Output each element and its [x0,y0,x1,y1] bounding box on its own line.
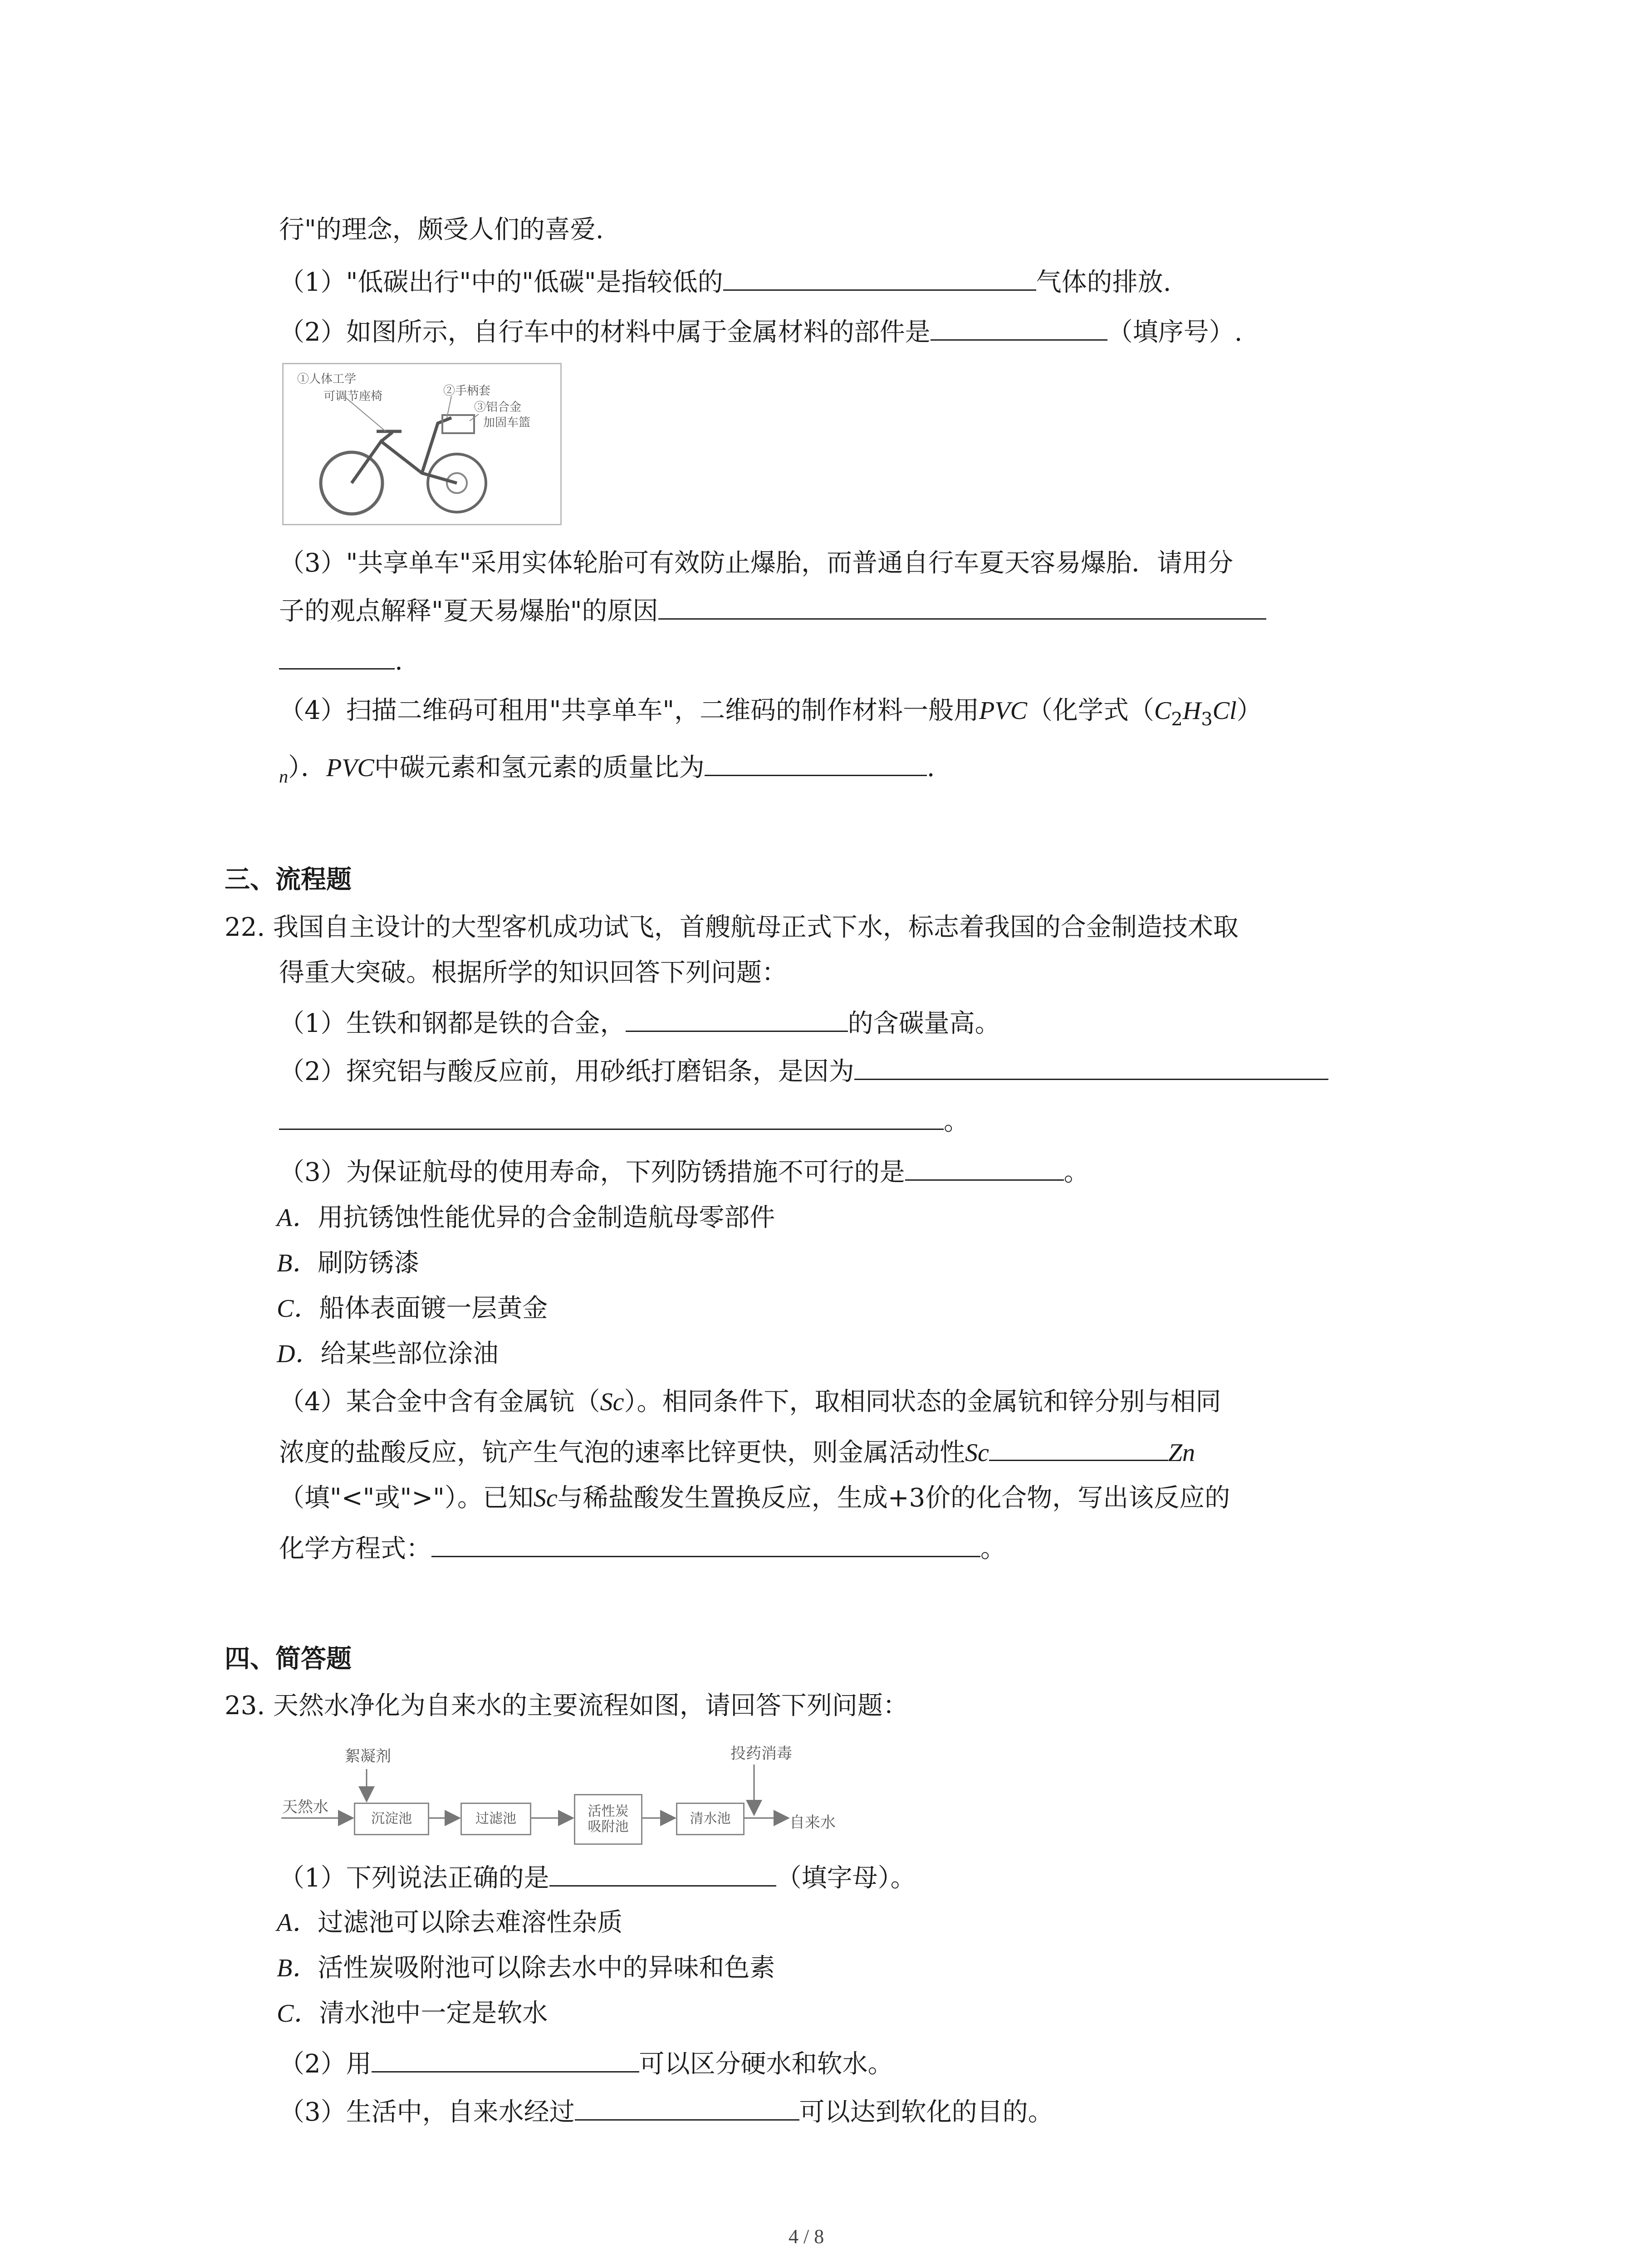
q23-part1-text-b: （填字母）。 [776,1863,916,1893]
q22-part3 [279,1152,1089,1190]
pvc-term-2: PVC [326,754,374,782]
q23-option-a-letter: A． [277,1909,318,1937]
q22-part4-line3 [279,1481,1230,1516]
q21-line0: 行"的理念，颇受人们的喜爱. [279,215,604,244]
formula-h: H [1182,697,1201,725]
q21-part2-text-b: （填序号）. [1107,318,1243,347]
q22-part4-text-c: 浓度的盐酸反应，钪产生气泡的速率比锌更快，则金属活动性 [279,1438,965,1467]
formula-c-sub: 2 [1171,709,1183,730]
q22-part1-blank[interactable] [626,1003,848,1032]
bicycle-label-grip: ②手柄套 [443,384,491,398]
q22-option-d-text: 给某些部位涂油 [320,1339,499,1369]
bicycle-label-basket: ③铝合金 [474,401,522,414]
pvc-term: PVC [979,697,1027,725]
q23-option-a-text: 过滤池可以除去难溶性杂质 [318,1908,623,1937]
q22-option-d[interactable] [277,1336,498,1372]
q21-part4-line2 [279,748,935,794]
q21-part2-text-a: （2）如图所示，自行车中的材料中属于金属材料的部件是 [279,318,931,347]
flow-coagulant-label: 絮凝剂 [345,1747,391,1765]
formula-c: C [1154,697,1171,725]
bicycle-label-basket-b: 加固车篮 [483,416,531,430]
q21-part4-text-b: （化学式（ [1027,696,1154,725]
q21-part4-end: . [926,753,935,782]
bicycle-label-seat: ①人体工学 [297,372,357,386]
q21-part3-line2 [279,591,1266,629]
q23-part2-text-a: （2）用 [279,2049,372,2079]
q21-part3-blank-cont[interactable] [279,641,395,670]
flow-box-clear-water: 清水池 [676,1803,745,1835]
flow-box-sedimentation: 沉淀池 [354,1803,429,1835]
bicycle-label-seat-b: 可调节座椅 [323,390,383,403]
q21-part1-text-a: （1）"低碳出行"中的"低碳"是指较低的 [279,268,723,297]
flow-box-filtration: 过滤池 [460,1803,531,1835]
q22-intro1: 我国自主设计的大型客机成功试飞，首艘航母正式下水，标志着我国的合金制造技术取 [273,913,1239,942]
q21-part4-blank[interactable] [705,748,927,776]
q23-number: 23. [225,1691,265,1721]
flow-box-carbon-line1: 活性炭 [588,1804,629,1819]
page-number: 4 / 8 [789,2225,824,2248]
q23-intro [225,1688,908,1724]
q21-part4-text-d: ）． [288,753,326,782]
q23-option-c[interactable] [277,1996,548,2031]
q22-option-a-text: 用抗锈蚀性能优异的合金制造航母零部件 [318,1203,775,1232]
q22-part4-line2 [279,1432,1195,1471]
q23-option-b-letter: B． [277,1954,318,1982]
q22-part2-line1 [279,1051,1328,1090]
q22-part4-text-e: 与稀盐酸发生置换反应，生成+3价的化合物，写出该反应的 [557,1483,1230,1513]
q22-part2-end: 。 [944,1107,969,1136]
q23-part2-text-b: 可以区分硬水和软水。 [639,2049,893,2079]
q21-part1 [279,262,1171,300]
q22-part4-line1 [279,1384,1221,1420]
q21-part3-line3 [279,641,403,679]
q22-part2-blank[interactable] [854,1051,1328,1080]
q21-part3-line1: （3）"共享单车"采用实体轮胎可有效防止爆胎，而普通自行车夏天容易爆胎．请用分 [279,548,1234,578]
formula-cl: Cl [1212,697,1237,725]
q22-option-a[interactable] [277,1200,775,1236]
q23-intro-text: 天然水净化为自来水的主要流程如图，请回答下列问题： [273,1691,908,1721]
q23-part1 [279,1858,916,1896]
q22-option-b-letter: B． [277,1249,318,1277]
q21-part4-text-a: （4）扫描二维码可租用"共享单车"，二维码的制作材料一般用 [279,696,980,725]
q23-option-b[interactable] [277,1950,775,1986]
q22-part2-blank-cont[interactable] [279,1101,944,1130]
q22-part4-line4 [279,1529,1006,1567]
q23-option-c-text: 清水池中一定是软水 [319,1999,548,2028]
q21-part3-end: . [395,646,403,676]
q22-part4-text-f: 化学方程式： [279,1534,431,1564]
q22-part1-text-a: （1）生铁和钢都是铁的合金， [279,1009,626,1038]
q22-option-d-letter: D． [277,1340,321,1368]
bicycle-figure [282,363,562,525]
q23-part3-text-b: 可以达到软化的目的。 [799,2097,1053,2127]
sc-symbol-3: Sc [533,1484,558,1512]
q23-part3-text-a: （3）生活中，自来水经过 [279,2097,575,2127]
q22-option-c[interactable] [277,1291,548,1326]
q22-option-c-letter: C． [277,1295,319,1323]
q21-part4-line1 [279,693,1262,737]
q23-option-b-text: 活性炭吸附池可以除去水中的异味和色素 [318,1953,775,1983]
q22-intro-line2: 得重大突破。根据所学的知识回答下列问题： [279,958,787,987]
q23-part3-blank[interactable] [575,2092,799,2121]
q21-part4-text-e: 中碳元素和氢元素的质量比为 [374,753,705,782]
q22-option-a-letter: A． [277,1204,318,1232]
sc-symbol-2: Sc [965,1439,989,1467]
q21-part2-blank[interactable] [931,312,1107,341]
q22-option-c-text: 船体表面镀一层黄金 [319,1294,548,1323]
q23-part2 [279,2044,893,2082]
q22-part2-text-a: （2）探究铝与酸反应前，用砂纸打磨铝条，是因为 [279,1057,854,1086]
q22-number: 22. [225,913,265,942]
q21-part3-text-b: 子的观点解释"夏天易爆胎"的原因 [279,596,658,626]
q22-part3-blank[interactable] [905,1152,1064,1181]
q23-part1-blank[interactable] [549,1858,776,1887]
q22-part1 [279,1003,1000,1041]
q22-part4-blank1[interactable] [989,1432,1168,1461]
q22-intro-line1 [225,910,1239,945]
q22-part3-end: 。 [1063,1158,1089,1187]
flow-output-label: 自来水 [789,1813,836,1832]
q22-part2-line2 [279,1101,969,1139]
flow-disinfect-label: 投药消毒 [730,1745,792,1763]
q23-part1-text-a: （1）下列说法正确的是 [279,1863,549,1893]
q23-part3 [279,2092,1053,2130]
q22-option-b[interactable] [277,1246,419,1281]
q22-part4-text-a: （4）某合金中含有金属钪（ [279,1387,600,1417]
zn-symbol: Zn [1168,1439,1195,1467]
q22-part4-blank2[interactable] [431,1529,980,1557]
q22-part4-text-d: （填"<"或">"）。已知 [279,1483,534,1513]
q23-option-a[interactable] [277,1905,622,1941]
q22-part4-text-b: ）。相同条件下，取相同状态的金属钪和锌分别与相同 [624,1387,1221,1417]
q22-option-b-text: 刷防锈漆 [318,1248,420,1278]
q21-part2 [279,312,1242,350]
q23-option-c-letter: C． [277,1999,319,2028]
section3-title: 三、流程题 [225,865,352,894]
q22-part1-text-b: 的含碳量高。 [847,1009,1000,1038]
formula-h-sub: 3 [1201,709,1213,730]
q21-part3-blank[interactable] [658,591,1266,620]
q21-part1-blank[interactable] [723,262,1036,291]
q22-part3-text-a: （3）为保证航母的使用寿命，下列防锈措施不可行的是 [279,1158,905,1187]
formula-n-sub: n [279,766,288,787]
q21-part1-text-b: 气体的排放. [1036,268,1171,297]
water-flow-diagram [272,1737,907,1846]
sc-symbol: Sc [600,1388,624,1416]
q22-part4-end: 。 [980,1534,1006,1564]
formula-close: ） [1236,696,1262,725]
flow-box-carbon [574,1794,642,1845]
flow-box-carbon-line2: 吸附池 [588,1819,629,1835]
section4-title: 四、简答题 [225,1644,352,1674]
flow-input-label: 天然水 [282,1798,328,1816]
q23-part2-blank[interactable] [372,2044,639,2072]
bicycle-drawing [284,364,560,524]
